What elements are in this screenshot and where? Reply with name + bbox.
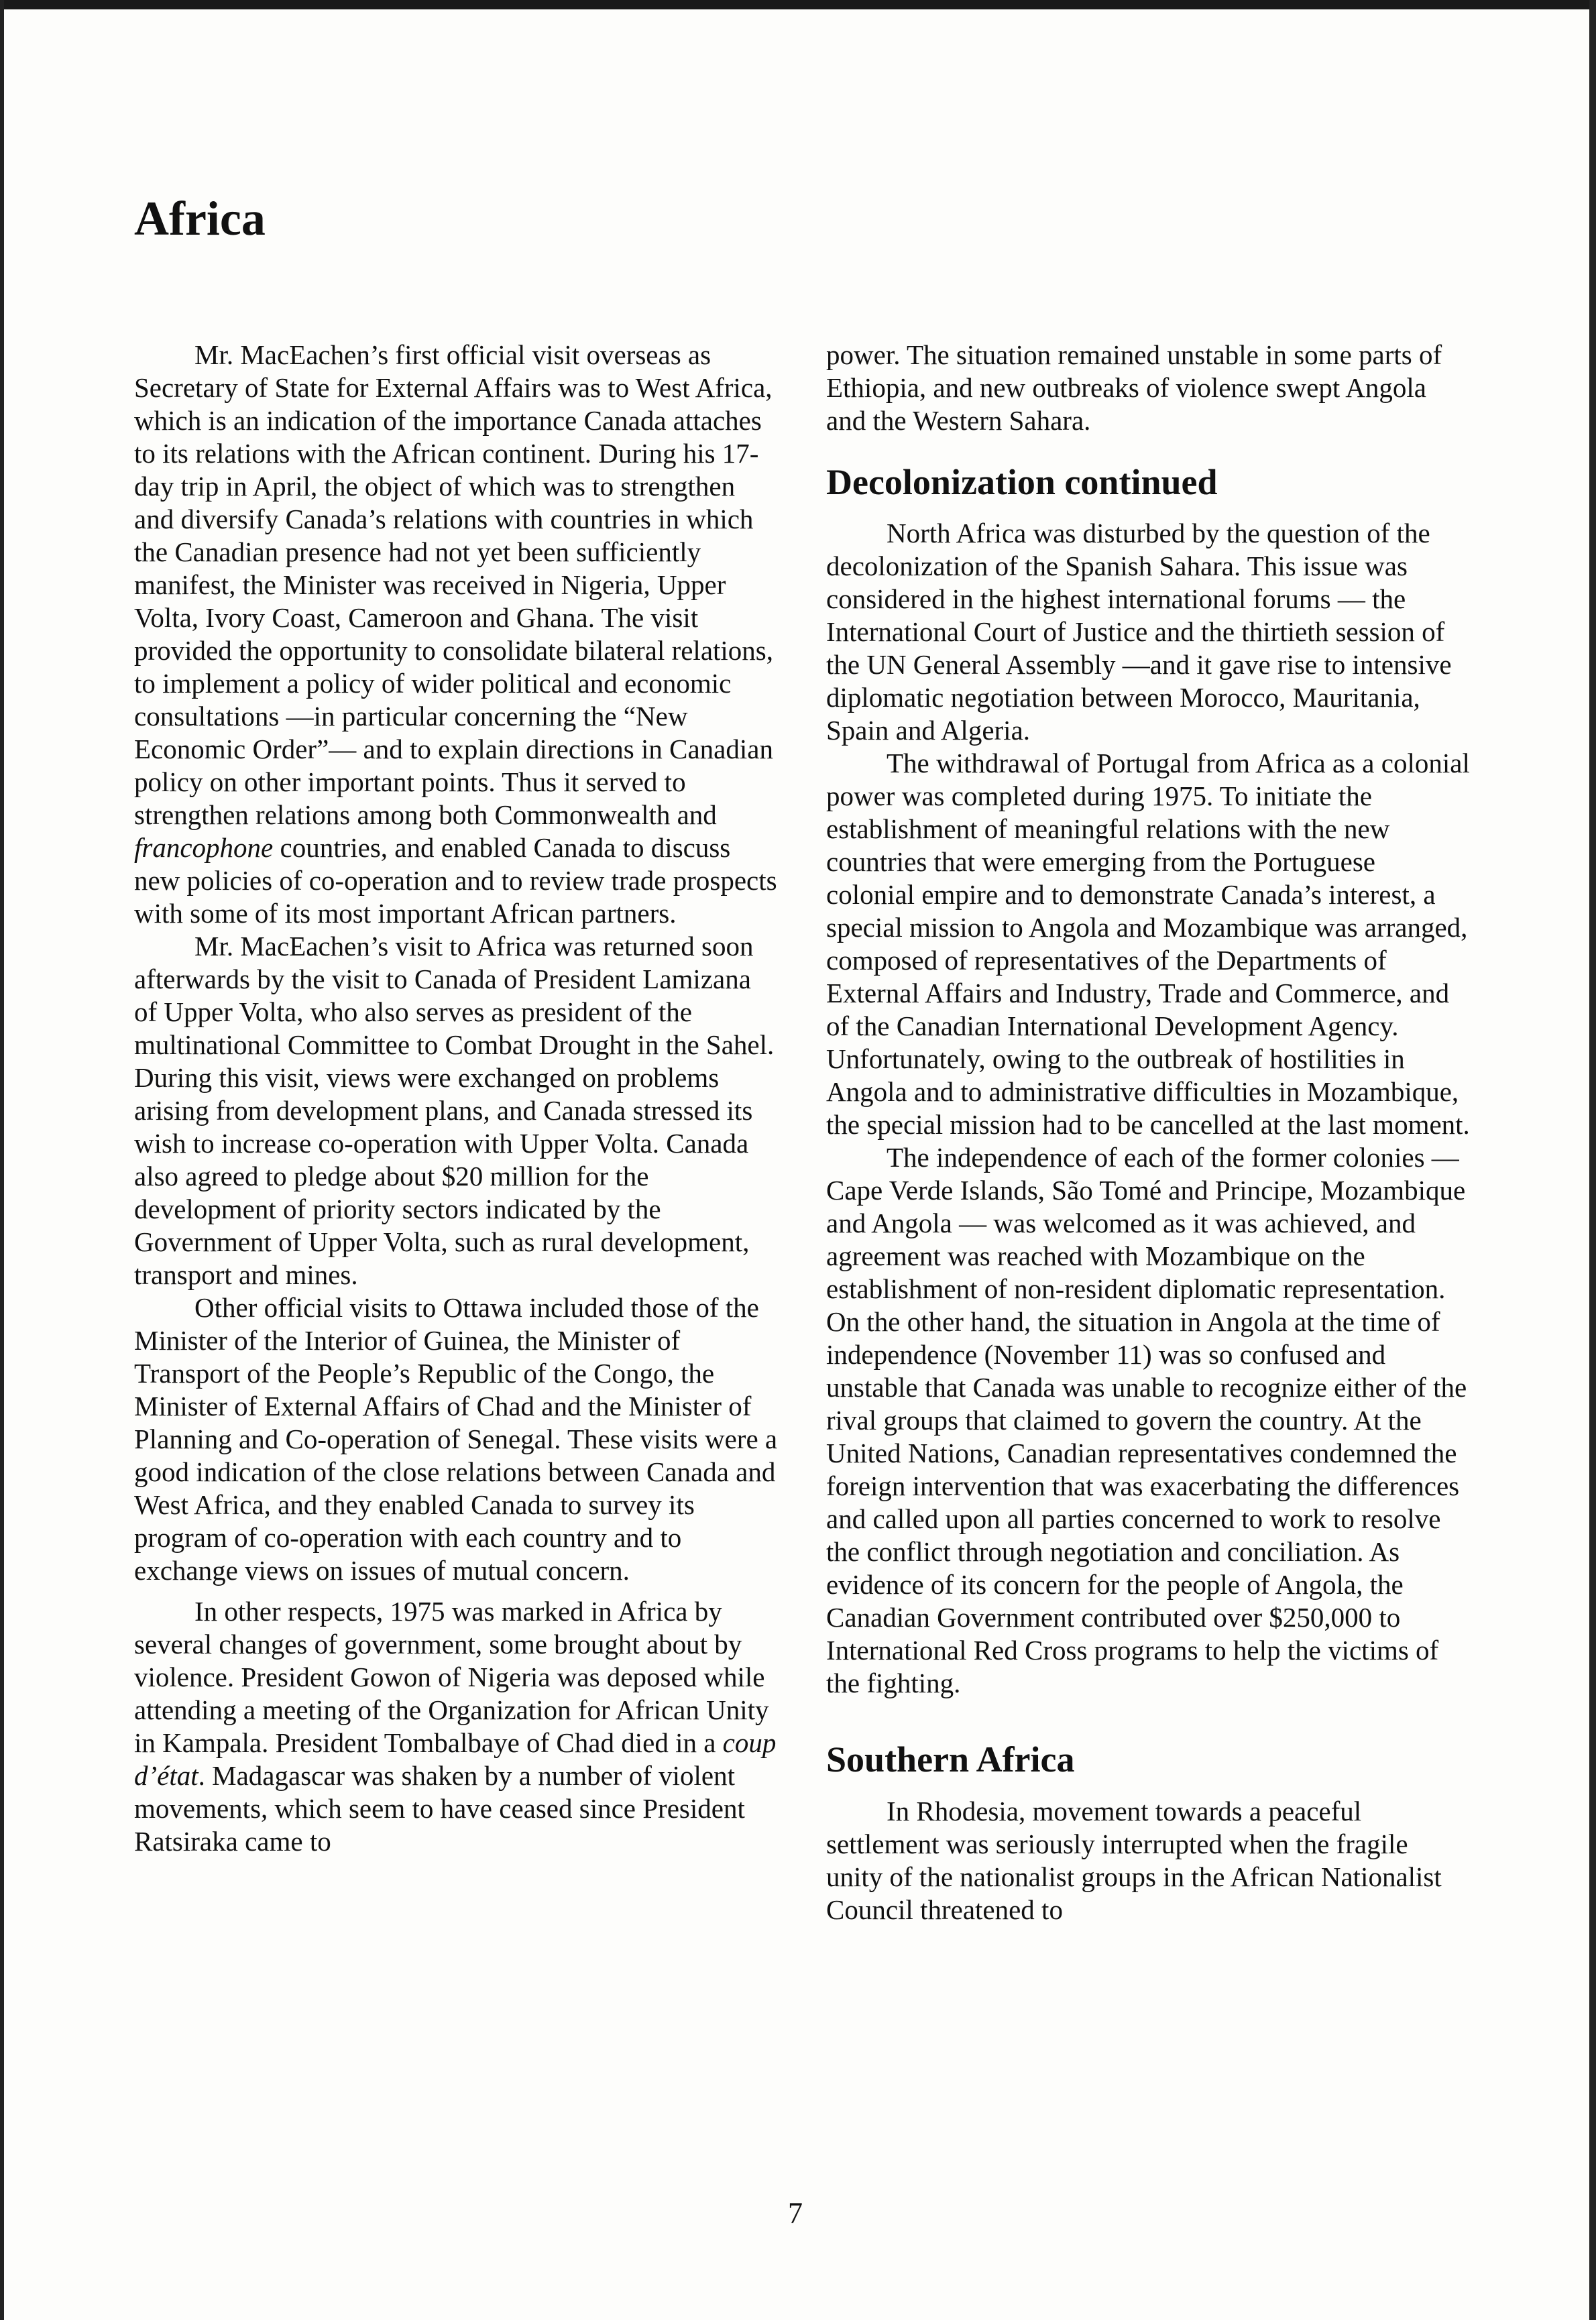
italic-term: francophone xyxy=(134,832,274,863)
paragraph-spanish-sahara: North Africa was disturbed by the question of the decolonization of the Spanish Sahara. This issue was considered in the highest international forums — the International Court of Justice and the thirtieth session of the UN General Assembly —and it gave rise to intensive diplomatic negotiation between Morocco, Mauritania, Spain and Algeria. xyxy=(826,518,1452,746)
paragraph-text: Mr. MacEachen’s first official visit overseas as Secretary of State for External Affairs was to West Africa, which is an indication of the importance Canada attaches to its relations with the African continent. During his 17-day trip in April, the object of which was to strengthen and diversify Canada’s relations with countries in which the Canadian presence had not yet been sufficiently manifest, the Minister was received in Nigeria, Upper Volta, Ivory Coast, Cameroon and Ghana. The visit provided the opportunity to consolidate bilateral relations, to implement a policy of wider political and economic consultations —in particular concerning the “New Economic Order”— and to explain directions in Canadian policy on other important points. Thus it served to strengthen relations among both Commonwealth and xyxy=(134,339,774,830)
paragraph-lamizana-visit: Mr. MacEachen’s visit to Africa was returned soon afterwards by the visit to Canada of President Lamizana of Upper Volta, who also serves as president of the multinational Committee to Combat Drought in the Sahel. During this visit, views were exchanged on problems arising from development plans, and Canada stressed its wish to increase co-operation with Upper Volta. Canada also agreed to pledge about $20 million for the development of priority sectors indicated by the Government of Upper Volta, such as rural development, transport and mines. xyxy=(134,931,775,1290)
paragraph-rhodesia: In Rhodesia, movement towards a peaceful settlement was seriously interrupted when the fragile unity of the nationalist groups in the African Nationalist Council threatened to xyxy=(826,1795,1442,1925)
paragraph-government-changes xyxy=(134,1595,778,1858)
paragraph-portugal-withdrawal: The withdrawal of Portugal from Africa as a colonial power was completed during 1975. To initiate the establishment of meaningful relations with the new countries that were emerging from the Portuguese colonial empire and to demonstrate Canada’s interest, a special mission to Angola and Mozambique was arranged, composed of representatives of the Departments of External Affairs and Industry, Trade and Commerce, and of the Canadian International Development Agency. Unfortunately, owing to the outbreak of hostilities in Angola and to administrative difficulties in Mozambique, the special mission had to be cancelled at the last moment. xyxy=(826,748,1470,1141)
paragraph-text: In other respects, 1975 was marked in Africa by several changes of government, some brought about by violence. President Gowon of Nigeria was deposed while attending a meeting of the Organization for African Unity in Kampala. President Tombalbaye of Chad died in a xyxy=(134,1596,769,1758)
scan-edge-right xyxy=(1589,0,1596,2320)
scan-edge-left xyxy=(0,0,4,2320)
scan-edge-top xyxy=(0,0,1596,9)
paragraph-other-visits: Other official visits to Ottawa included those of the Minister of the Interior of Guinea, the Minister of Transport of the People’s Republic of the Congo, the Minister of External Affairs of Chad and the Minister of Planning and Co-operation of Senegal. These visits were a good indication of the close relations between Canada and West Africa, and they enabled Canada to survey its program of co-operation with each country and to exchange views on issues of mutual concern. xyxy=(134,1292,778,1586)
paragraph-continuation: power. The situation remained unstable in some parts of Ethiopia, and new outbreaks of violence swept Angola and the Western Sahara. xyxy=(826,339,1442,436)
page-number: 7 xyxy=(788,2197,803,2229)
paragraph-text: . Madagascar was shaken by a number of violent movements, which seem to have ceased since President Ratsiraka came to xyxy=(134,1760,745,1857)
paragraph-first-visit xyxy=(134,339,778,930)
paragraph-text: countries, and enabled Canada to discuss new policies of co-operation and to review trade prospects with some of its most important African partners. xyxy=(134,832,777,929)
left-column xyxy=(134,339,778,1858)
section-heading-decolonization: Decolonization continued xyxy=(826,462,1218,502)
italic-term: coup d’état xyxy=(134,1727,777,1791)
section-heading-southern-africa: Southern Africa xyxy=(826,1739,1075,1780)
right-column xyxy=(826,339,1470,1926)
paragraph-independence: The independence of each of the former colonies — Cape Verde Islands, São Tomé and Principe, Mozambique and Angola — was welcomed as it was achieved, and agreement was reached with Mozambique on the establishment of non-resident diplomatic representation. On the other hand, the situation in Angola at the time of independence (November 11) was so confused and unstable that Canada was unable to recognize either of the rival groups that claimed to govern the country. At the United Nations, Canadian representatives condemned the foreign intervention that was exacerbating the differences and called upon all parties concerned to work to resolve the conflict through negotiation and conciliation. As evidence of its concern for the people of Angola, the Canadian Government contributed over $250,000 to International Red Cross programs to help the victims of the fighting. xyxy=(826,1142,1467,1699)
page-title: Africa xyxy=(134,192,266,245)
